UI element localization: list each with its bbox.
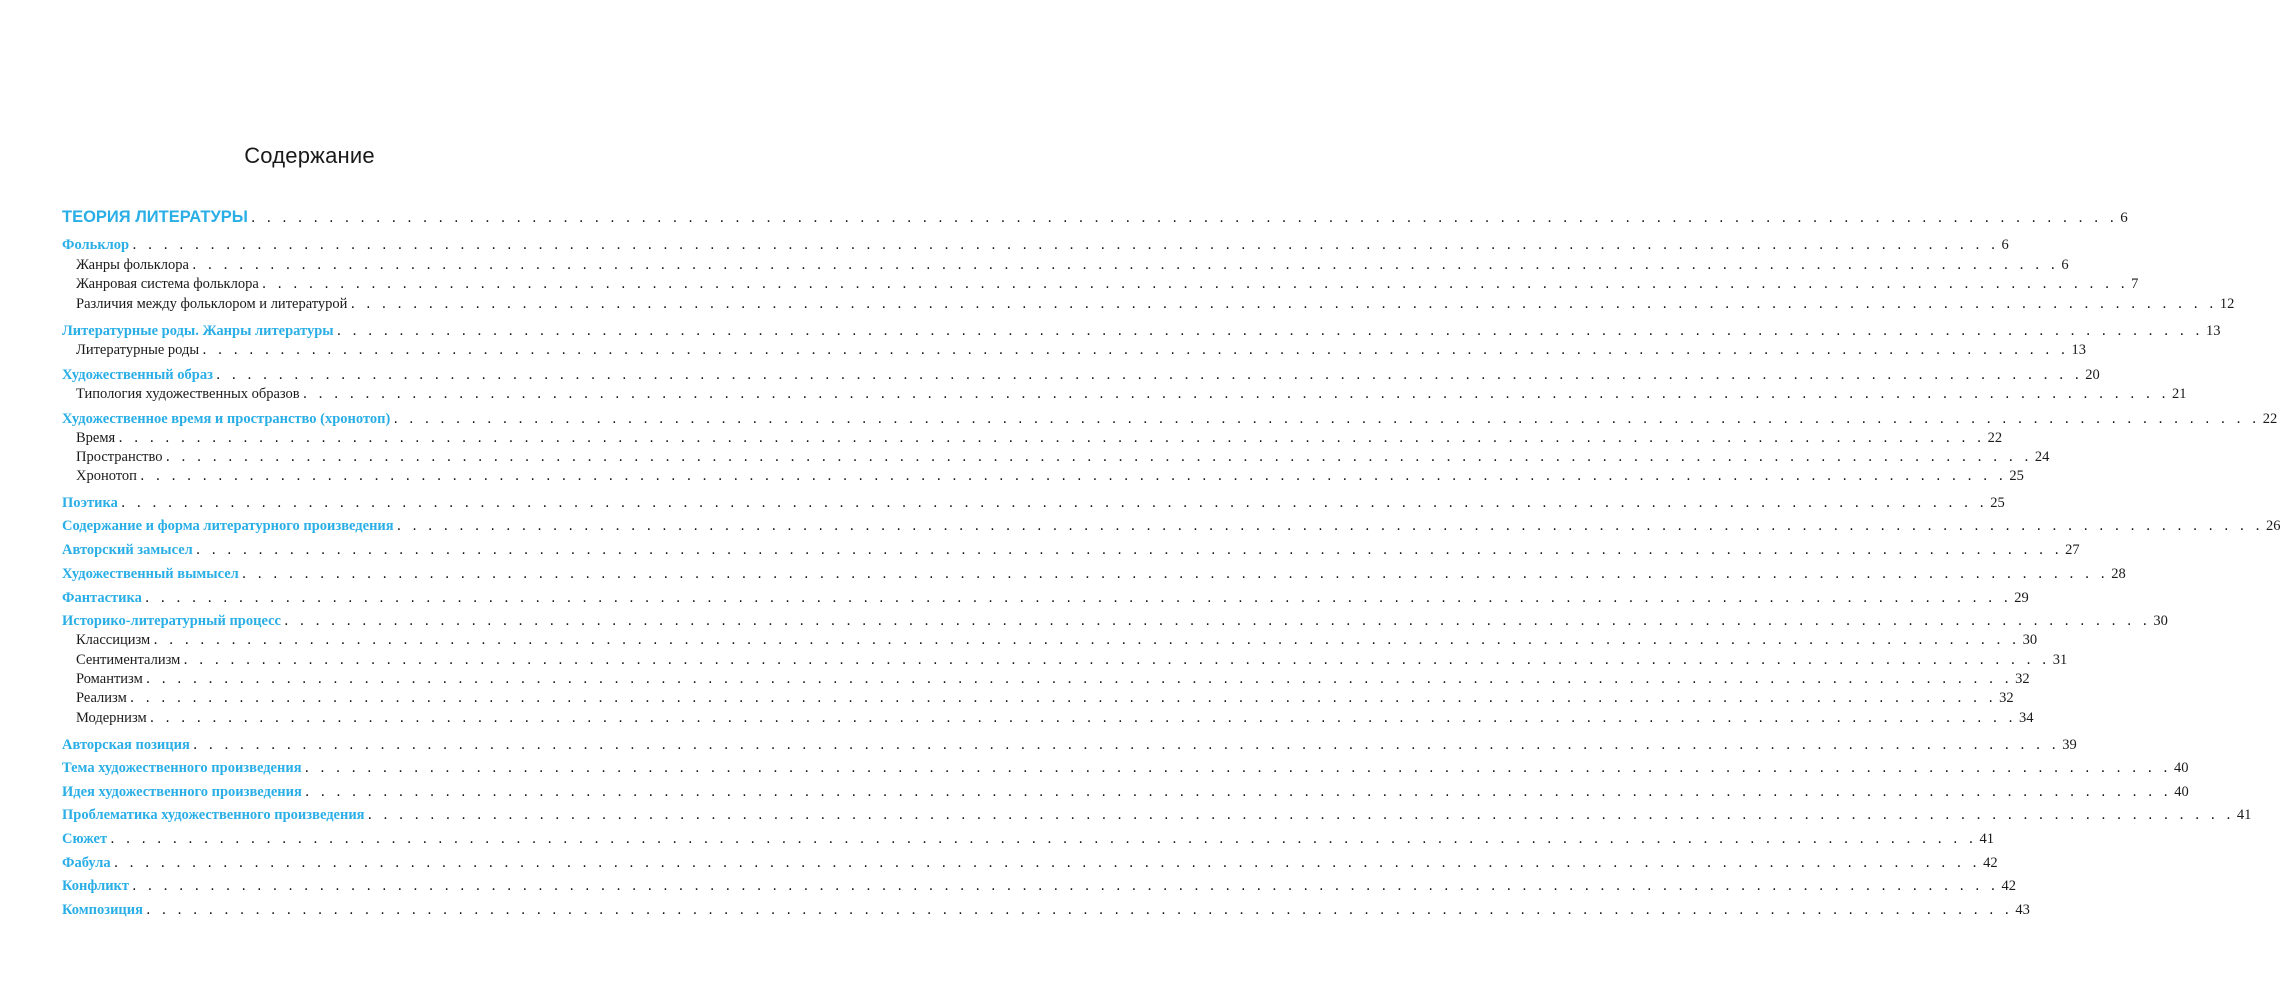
page-title: Содержание (244, 143, 375, 168)
toc-section-entry[interactable] (0, 366, 2100, 384)
toc-section-entry[interactable] (0, 830, 1994, 848)
toc-entry-label: Типология художественных образов (76, 386, 300, 402)
dot-leader: . . . . . . . . . . . . . . . . . . . . . . . . . . . . . . . . . . . . . . . . . . . . . . . . . . . . . . . . . . . . . . . . . . . . . . . . . . . . . . . . . . . . . . . . . . . . . . . . . . . . . . . . . . . . . . . . . . . . . . . . (183, 652, 2050, 668)
toc-entry-label: Литературные роды. Жанры литературы (62, 323, 334, 339)
toc-section-entry[interactable] (0, 541, 2080, 559)
dot-leader: . . . . . . . . . . . . . . . . . . . . . . . . . . . . . . . . . . . . . . . . . . . . . . . . . . . . . . . . . . . . . . . . . . . . . . . . . . . . . . . . . . . . . . . . . . . . . . . . . . . . . . . . . . . . . . . . . . . . . . . . (250, 210, 2118, 226)
dot-leader: . . . . . . . . . . . . . . . . . . . . . . . . . . . . . . . . . . . . . . . . . . . . . . . . . . . . . . . . . . . . . . . . . . . . . . . . . . . . . . . . . . . . . . . . . . . . . . . . . . . . . . . . . . . . . . . . . . . . . . . . (120, 495, 1988, 511)
toc-entry-label: ТЕОРИЯ ЛИТЕРАТУРЫ (62, 208, 248, 226)
dot-leader: . . . . . . . . . . . . . . . . . . . . . . . . . . . . . . . . . . . . . . . . . . . . . . . . . . . . . . . . . . . . . . . . . . . . . . . . . . . . . . . . . . . . . . . . . . . . . . . . . . . . . . . . . . . . . . . . . . . . . . . . (132, 878, 1999, 894)
toc-entry-page-number: 29 (2014, 590, 2029, 606)
dot-leader: . . . . . . . . . . . . . . . . . . . . . . . . . . . . . . . . . . . . . . . . . . . . . . . . . . . . . . . . . . . . . . . . . . . . . . . . . . . . . . . . . . . . . . . . . . . . . . . . . . . . . . . . . . . . . . . . . . . . . . . . (261, 276, 2129, 292)
dot-leader: . . . . . . . . . . . . . . . . . . . . . . . . . . . . . . . . . . . . . . . . . . . . . . . . . . . . . . . . . . . . . . . . . . . . . . . . . . . . . . . . . . . . . . . . . . . . . . . . . . . . . . . . . . . . . . . . . . . . . . . . (304, 760, 2171, 776)
toc-entry-label: Различия между фольклором и литературой (76, 296, 348, 312)
dot-leader: . . . . . . . . . . . . . . . . . . . . . . . . . . . . . . . . . . . . . . . . . . . . . . . . . . . . . . . . . . . . . . . . . . . . . . . . . . . . . . . . . . . . . . . . . . . . . . . . . . . . . . . . . . . . . . . . . . . . . . . . (350, 296, 2217, 312)
toc-entry-page-number: 20 (2085, 367, 2100, 383)
toc-entry-label: Фольклор (62, 237, 130, 253)
toc-entry-page-number: 42 (2001, 878, 2016, 894)
toc-entry-label: Тема художественного произведения (62, 760, 302, 776)
toc-entry-page-number: 43 (2015, 902, 2030, 918)
toc-section-entry[interactable] (0, 612, 2168, 630)
toc-entry-page-number: 31 (2052, 652, 2068, 668)
dot-leader: . . . . . . . . . . . . . . . . . . . . . . . . . . . . . . . . . . . . . . . . . . . . . . . . . . . . . . . . . . . . . . . . . . . . . . . . . . . . . . . . . . . . . . . . . . . . . . . . . . . . . . . . . . . . . . . . . . . . . . . . (302, 386, 2170, 402)
dot-leader: . . . . . . . . . . . . . . . . . . . . . . . . . . . . . . . . . . . . . . . . . . . . . . . . . . . . . . . . . . . . . . . . . . . . . . . . . . . . . . . . . . . . . . . . . . . . . . . . . . . . . . . . . . . . . . . . . . . . . . . . (396, 518, 2264, 534)
dot-leader: . . . . . . . . . . . . . . . . . . . . . . . . . . . . . . . . . . . . . . . . . . . . . . . . . . . . . . . . . . . . . . . . . . . . . . . . . . . . . . . . . . . . . . . . . . . . . . . . . . . . . . . . . . . . . . . . . . . . . . . . (113, 855, 1981, 871)
dot-leader: . . . . . . . . . . . . . . . . . . . . . . . . . . . . . . . . . . . . . . . . . . . . . . . . . . . . . . . . . . . . . . . . . . . . . . . . . . . . . . . . . . . . . . . . . . . . . . . . . . . . . . . . . . . . . . . . . . . . . . . . (367, 807, 2234, 823)
toc-subsection-entry[interactable] (0, 448, 2050, 466)
toc-section-entry[interactable] (0, 854, 1998, 872)
toc-entry-label: Хронотоп (76, 468, 137, 484)
toc-entry-label: Фантастика (62, 590, 142, 606)
toc-entry-page-number: 22 (1987, 430, 2003, 446)
toc-entry-page-number: 12 (2219, 296, 2235, 312)
toc-section-entry[interactable] (0, 410, 2278, 428)
toc-entry-page-number: 7 (2131, 276, 2139, 292)
toc-section-entry[interactable] (0, 759, 2189, 777)
toc-entry-page-number: 22 (2262, 411, 2278, 427)
toc-entry-label: Классицизм (76, 632, 151, 648)
toc-section-entry[interactable] (0, 517, 2281, 535)
toc-subsection-entry[interactable] (0, 256, 2069, 274)
dot-leader: . . . . . . . . . . . . . . . . . . . . . . . . . . . . . . . . . . . . . . . . . . . . . . . . . . . . . . . . . . . . . . . . . . . . . . . . . . . . . . . . . . . . . . . . . . . . . . . . . . . . . . . . . . . . . . . . . . . . . . . . (153, 632, 2020, 648)
toc-section-entry[interactable] (0, 877, 2016, 895)
toc-section-entry[interactable] (0, 901, 2030, 919)
dot-leader: . . . . . . . . . . . . . . . . . . . . . . . . . . . . . . . . . . . . . . . . . . . . . . . . . . . . . . . . . . . . . . . . . . . . . . . . . . . . . . . . . . . . . . . . . . . . . . . . . . . . . . . . . . . . . . . . . . . . . . . . (191, 257, 2059, 273)
toc-part-entry[interactable] (0, 208, 2128, 227)
dot-leader: . . . . . . . . . . . . . . . . . . . . . . . . . . . . . . . . . . . . . . . . . . . . . . . . . . . . . . . . . . . . . . . . . . . . . . . . . . . . . . . . . . . . . . . . . . . . . . . . . . . . . . . . . . . . . . . . . . . . . . . . (393, 411, 2260, 427)
toc-entry-page-number: 27 (2065, 542, 2080, 558)
toc-subsection-entry[interactable] (0, 295, 2235, 313)
toc-entry-page-number: 25 (1990, 495, 2005, 511)
toc-entry-page-number: 41 (1979, 831, 1994, 847)
toc-entry-page-number: 28 (2111, 566, 2126, 582)
toc-entry-page-number: 6 (2120, 210, 2128, 226)
dot-leader: . . . . . . . . . . . . . . . . . . . . . . . . . . . . . . . . . . . . . . . . . . . . . . . . . . . . . . . . . . . . . . . . . . . . . . . . . . . . . . . . . . . . . . . . . . . . . . . . . . . . . . . . . . . . . . . . . . . . . . . . (215, 367, 2083, 383)
toc-section-entry[interactable] (0, 783, 2189, 801)
toc-entry-label: Авторская позиция (62, 737, 190, 753)
toc-entry-label: Жанровая система фольклора (76, 276, 259, 292)
toc-entry-page-number: 42 (1983, 855, 1998, 871)
toc-entry-label: Авторский замысел (62, 542, 193, 558)
toc-entry-page-number: 13 (2071, 342, 2086, 358)
toc-entry-label: Идея художественного произведения (62, 784, 302, 800)
toc-entry-label: Проблематика художественного произведения (62, 807, 365, 823)
toc-subsection-entry[interactable] (0, 275, 2139, 293)
toc-subsection-entry[interactable] (0, 429, 2003, 447)
toc-entry-label: Литературные роды (76, 342, 200, 358)
toc-entry-label: Конфликт (62, 878, 130, 894)
toc-entry-label: Жанры фольклора (76, 257, 189, 273)
dot-leader: . . . . . . . . . . . . . . . . . . . . . . . . . . . . . . . . . . . . . . . . . . . . . . . . . . . . . . . . . . . . . . . . . . . . . . . . . . . . . . . . . . . . . . . . . . . . . . . . . . . . . . . . . . . . . . . . . . . . . . . . (144, 590, 2012, 606)
toc-section-entry[interactable] (0, 494, 2005, 512)
dot-leader: . . . . . . . . . . . . . . . . . . . . . . . . . . . . . . . . . . . . . . . . . . . . . . . . . . . . . . . . . . . . . . . . . . . . . . . . . . . . . . . . . . . . . . . . . . . . . . . . . . . . . . . . . . . . . . . . . . . . . . . . (132, 237, 1999, 253)
dot-leader: . . . . . . . . . . . . . . . . . . . . . . . . . . . . . . . . . . . . . . . . . . . . . . . . . . . . . . . . . . . . . . . . . . . . . . . . . . . . . . . . . . . . . . . . . . . . . . . . . . . . . . . . . . . . . . . . . . . . . . . . (195, 542, 2063, 558)
toc-entry-label: Время (76, 430, 116, 446)
toc-section-entry[interactable] (0, 565, 2126, 583)
toc-subsection-entry[interactable] (0, 670, 2030, 688)
dot-leader: . . . . . . . . . . . . . . . . . . . . . . . . . . . . . . . . . . . . . . . . . . . . . . . . . . . . . . . . . . . . . . . . . . . . . . . . . . . . . . . . . . . . . . . . . . . . . . . . . . . . . . . . . . . . . . . . . . . . . . . . (202, 342, 2069, 358)
dot-leader: . . . . . . . . . . . . . . . . . . . . . . . . . . . . . . . . . . . . . . . . . . . . . . . . . . . . . . . . . . . . . . . . . . . . . . . . . . . . . . . . . . . . . . . . . . . . . . . . . . . . . . . . . . . . . . . . . . . . . . . . (139, 468, 2007, 484)
toc-entry-label: Художественный вымысел (62, 566, 239, 582)
dot-leader: . . . . . . . . . . . . . . . . . . . . . . . . . . . . . . . . . . . . . . . . . . . . . . . . . . . . . . . . . . . . . . . . . . . . . . . . . . . . . . . . . . . . . . . . . . . . . . . . . . . . . . . . . . . . . . . . . . . . . . . . (129, 690, 1997, 706)
toc-entry-page-number: 41 (2236, 807, 2252, 823)
toc-entry-label: Художественное время и пространство (хронотоп) (62, 411, 391, 427)
toc-entry-page-number: 6 (2061, 257, 2069, 273)
toc-entry-label: Поэтика (62, 495, 118, 511)
toc-entry-label: Модернизм (76, 710, 147, 726)
toc-entry-page-number: 13 (2205, 323, 2221, 339)
toc-entry-page-number: 24 (2034, 449, 2050, 465)
toc-entry-label: Романтизм (76, 671, 143, 687)
toc-subsection-entry[interactable] (0, 651, 2068, 669)
toc-entry-label: Сюжет (62, 831, 108, 847)
dot-leader: . . . . . . . . . . . . . . . . . . . . . . . . . . . . . . . . . . . . . . . . . . . . . . . . . . . . . . . . . . . . . . . . . . . . . . . . . . . . . . . . . . . . . . . . . . . . . . . . . . . . . . . . . . . . . . . . . . . . . . . . (241, 566, 2109, 582)
toc-entry-page-number: 6 (2001, 237, 2009, 253)
dot-leader: . . . . . . . . . . . . . . . . . . . . . . . . . . . . . . . . . . . . . . . . . . . . . . . . . . . . . . . . . . . . . . . . . . . . . . . . . . . . . . . . . . . . . . . . . . . . . . . . . . . . . . . . . . . . . . . . . . . . . . . . (283, 613, 2151, 629)
toc-entry-page-number: 39 (2062, 737, 2077, 753)
dot-leader: . . . . . . . . . . . . . . . . . . . . . . . . . . . . . . . . . . . . . . . . . . . . . . . . . . . . . . . . . . . . . . . . . . . . . . . . . . . . . . . . . . . . . . . . . . . . . . . . . . . . . . . . . . . . . . . . . . . . . . . . (165, 449, 2032, 465)
toc-entry-page-number: 40 (2174, 784, 2189, 800)
toc-section-entry[interactable] (0, 236, 2009, 254)
toc-section-entry[interactable] (0, 736, 2077, 754)
dot-leader: . . . . . . . . . . . . . . . . . . . . . . . . . . . . . . . . . . . . . . . . . . . . . . . . . . . . . . . . . . . . . . . . . . . . . . . . . . . . . . . . . . . . . . . . . . . . . . . . . . . . . . . . . . . . . . . . . . . . . . . . (336, 323, 2203, 339)
toc-section-entry[interactable] (0, 322, 2221, 340)
dot-leader: . . . . . . . . . . . . . . . . . . . . . . . . . . . . . . . . . . . . . . . . . . . . . . . . . . . . . . . . . . . . . . . . . . . . . . . . . . . . . . . . . . . . . . . . . . . . . . . . . . . . . . . . . . . . . . . . . . . . . . . . (110, 831, 1977, 847)
toc-subsection-entry[interactable] (0, 467, 2024, 485)
toc-subsection-entry[interactable] (0, 689, 2014, 707)
toc-entry-page-number: 21 (2172, 386, 2187, 402)
toc-subsection-entry[interactable] (0, 385, 2187, 403)
toc-entry-label: Содержание и форма литературного произведения (62, 518, 394, 534)
toc-subsection-entry[interactable] (0, 709, 2034, 727)
toc-entry-label: Композиция (62, 902, 143, 918)
toc-entry-label: Художественный образ (62, 367, 213, 383)
toc-entry-page-number: 40 (2173, 760, 2189, 776)
dot-leader: . . . . . . . . . . . . . . . . . . . . . . . . . . . . . . . . . . . . . . . . . . . . . . . . . . . . . . . . . . . . . . . . . . . . . . . . . . . . . . . . . . . . . . . . . . . . . . . . . . . . . . . . . . . . . . . . . . . . . . . . (149, 710, 2017, 726)
toc-entry-label: Пространство (76, 449, 163, 465)
toc-entry-label: Реализм (76, 690, 127, 706)
toc-entry-label: Историко-литературный процесс (62, 613, 281, 629)
dot-leader: . . . . . . . . . . . . . . . . . . . . . . . . . . . . . . . . . . . . . . . . . . . . . . . . . . . . . . . . . . . . . . . . . . . . . . . . . . . . . . . . . . . . . . . . . . . . . . . . . . . . . . . . . . . . . . . . . . . . . . . . (145, 902, 2013, 918)
toc-entry-page-number: 32 (1999, 690, 2014, 706)
toc-section-entry[interactable] (0, 806, 2252, 824)
dot-leader: . . . . . . . . . . . . . . . . . . . . . . . . . . . . . . . . . . . . . . . . . . . . . . . . . . . . . . . . . . . . . . . . . . . . . . . . . . . . . . . . . . . . . . . . . . . . . . . . . . . . . . . . . . . . . . . . . . . . . . . . (192, 737, 2060, 753)
toc-subsection-entry[interactable] (0, 341, 2086, 359)
dot-leader: . . . . . . . . . . . . . . . . . . . . . . . . . . . . . . . . . . . . . . . . . . . . . . . . . . . . . . . . . . . . . . . . . . . . . . . . . . . . . . . . . . . . . . . . . . . . . . . . . . . . . . . . . . . . . . . . . . . . . . . . (145, 671, 2013, 687)
toc-entry-page-number: 30 (2153, 613, 2168, 629)
toc-entry-label: Сентиментализм (76, 652, 181, 668)
toc-section-entry[interactable] (0, 589, 2029, 607)
toc-entry-label: Фабула (62, 855, 111, 871)
toc-entry-page-number: 32 (2015, 671, 2030, 687)
toc-entry-page-number: 26 (2266, 518, 2281, 534)
toc-entry-page-number: 30 (2022, 632, 2038, 648)
toc-entry-page-number: 34 (2019, 710, 2034, 726)
toc-entry-page-number: 25 (2009, 468, 2024, 484)
dot-leader: . . . . . . . . . . . . . . . . . . . . . . . . . . . . . . . . . . . . . . . . . . . . . . . . . . . . . . . . . . . . . . . . . . . . . . . . . . . . . . . . . . . . . . . . . . . . . . . . . . . . . . . . . . . . . . . . . . . . . . . . (304, 784, 2172, 800)
toc-subsection-entry[interactable] (0, 631, 2038, 649)
dot-leader: . . . . . . . . . . . . . . . . . . . . . . . . . . . . . . . . . . . . . . . . . . . . . . . . . . . . . . . . . . . . . . . . . . . . . . . . . . . . . . . . . . . . . . . . . . . . . . . . . . . . . . . . . . . . . . . . . . . . . . . . (118, 430, 1985, 446)
